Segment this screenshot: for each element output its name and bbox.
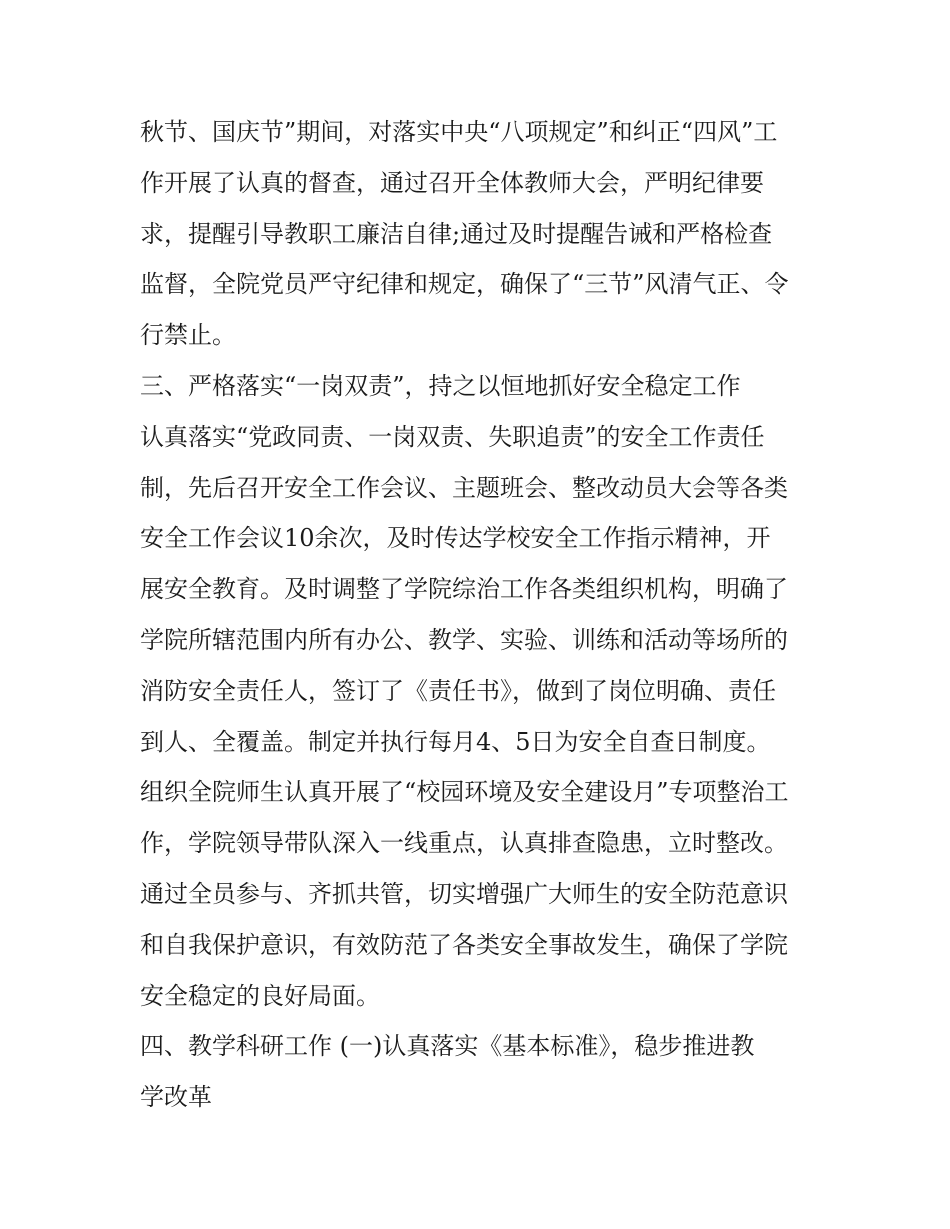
body-text: [140, 107, 820, 1123]
section-heading-4: 四、教学科研工作 (一)认真落实《基本标准》，稳步推进教: [140, 1032, 755, 1061]
text-line-17: 和自我保护意识，有效防范了各类安全事故发生，确保了学院: [140, 930, 788, 959]
text-line-11: 学院所辖范围内所有办公、教学、实验、训练和活动等场所的: [140, 625, 788, 654]
text-line-13: 到人、全覆盖。制定并执行每月4、5日为安全自查日制度。: [140, 727, 771, 756]
text-line-20: 学改革: [140, 1083, 212, 1112]
text-line-9: 安全工作会议10余次，及时传达学校安全工作指示精神，开: [140, 524, 771, 553]
text-line-14: 组织全院师生认真开展了“校园环境及安全建设月”专项整治工: [140, 778, 789, 807]
text-line-15: 作，学院领导带队深入一线重点，认真排查隐患，立时整改。: [140, 829, 788, 858]
text-line-2: 作开展了认真的督查，通过召开全体教师大会，严明纪律要: [140, 168, 764, 197]
text-line-10: 展安全教育。及时调整了学院综治工作各类组织机构，明确了: [140, 575, 788, 604]
text-line-7: 认真落实“党政同责、一岗双责、失职追责”的安全工作责任: [140, 422, 765, 451]
text-line-5: 行禁止。: [140, 321, 236, 350]
section-heading-3: 三、严格落实“一岗双责”，持之以恒地抓好安全稳定工作: [140, 371, 741, 400]
text-line-1: 秋节、国庆节”期间，对落实中央“八项规定”和纠正“四风”工: [140, 118, 778, 146]
text-line-18: 安全稳定的良好局面。: [140, 981, 380, 1010]
text-line-16: 通过全员参与、齐抓共管，切实增强广大师生的安全防范意识: [140, 879, 788, 908]
text-line-12: 消防安全责任人，签订了《责任书》，做到了岗位明确、责任: [140, 676, 776, 705]
text-line-4: 监督，全院党员严守纪律和规定，确保了“三节”风清气正、令: [140, 270, 789, 299]
text-line-3: 求，提醒引导教职工廉洁自律;通过及时提醒告诫和严格检查: [140, 219, 773, 248]
text-line-8: 制，先后召开安全工作会议、主题班会、整改动员大会等各类: [140, 473, 788, 502]
